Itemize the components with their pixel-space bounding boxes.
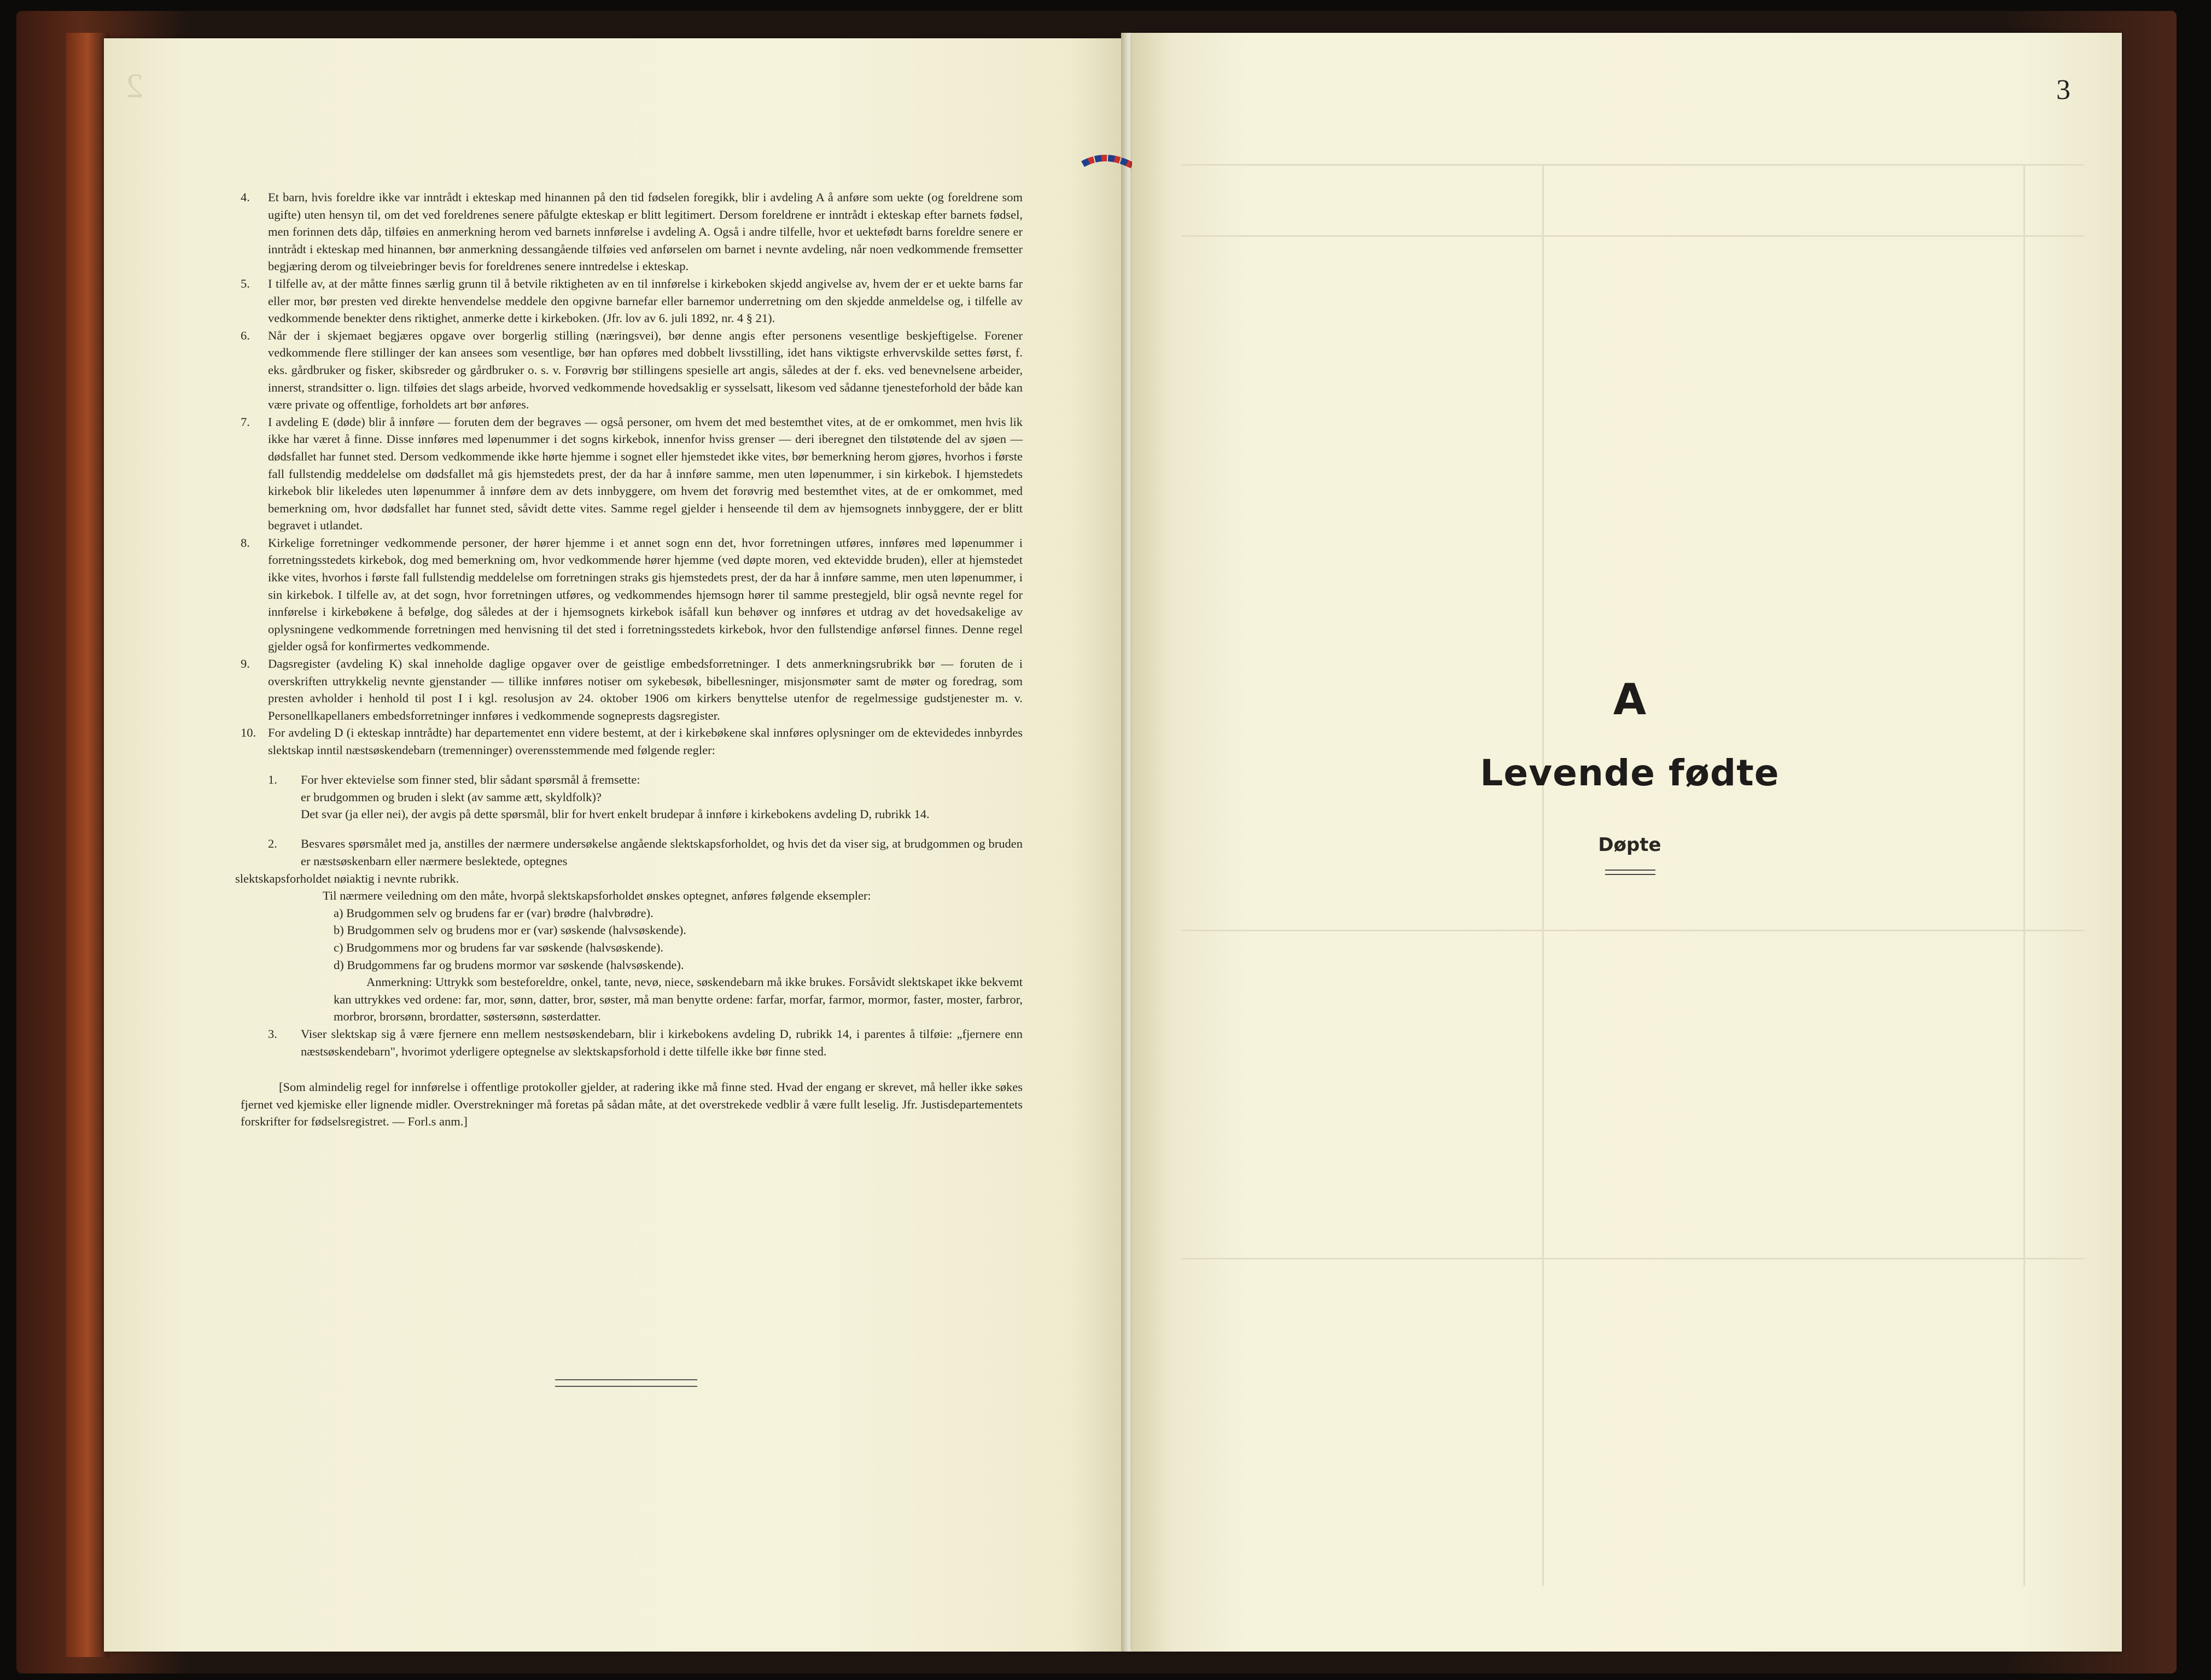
bleed-through-line: [1181, 930, 2084, 931]
bleed-through-line: [1181, 164, 2084, 166]
example-item: b) Brudgommen selv og brudens mor er (var) søskende (halvsøskende).: [334, 923, 686, 937]
rule-10: 10. For avdeling D (i ekteskap inntrådte) har departementet enn videre bestemt, at der i kirkebøkene skal innføres oplysninger om de ektevidedes innbyrdes slektskap inntil næstsøskendebarn (tremenninger) overensstemmende med følgende regler:: [241, 726, 1023, 757]
rule-10-sub-2: 2. Besvares spørsmålet med ja, anstilles der nærmere undersøkelse angående slektskapsforholdet, og hvis det da viser sig, at brudgommen og bruden er næstsøskenbarn eller nærmere beslektede, optegnes: [268, 837, 1023, 868]
remark: Anmerkning: Uttrykk som besteforeldre, onkel, tante, nevø, niece, søskendebarn må ikke brukes. Forsåvidt slektskapet ikke bekvemt kan uttrykkes ved ordene: far, mor, sønn, datter, bror, søster, må man benytte ordene: farfar, morfar, farmor, mormor, faster, moster, farbror, morbror, brorsønn, brordatter, søstersønn, søsterdatter.: [334, 975, 1023, 1024]
bleed-through-line: [1181, 1258, 2084, 1259]
bleed-through-line: [1181, 235, 2084, 237]
example-item: a) Brudgommen selv og brudens far er (var) brødre (halvbrødre).: [334, 906, 654, 920]
ghost-page-number: 2: [126, 66, 143, 105]
examples-list: [235, 905, 1023, 973]
end-rule: [555, 1379, 697, 1387]
rule-9: 9. Dagsregister (avdeling K) skal inneholde daglige opgaver over de geistlige embedsforretninger. I dets anmerkningsrubrikk bør — foruten de i overskriften uttrykkelig nevnte gjenstander — tillike innføres notiser om sykebesøk, bibellesninger, misjonsmøter samt de møter og foredrag, som presten avholder i henhold til post I i kgl. resolusjon av 24. oktober 1906 om kirkers benyttelse utenfor de regelmessige gudstjenester m. v. Personellkapellaners embedsforretninger innføres i vedkommende sogneprests dagsregister.: [241, 657, 1023, 722]
closing-note: [Som almindelig regel for innførelse i offentlige protokoller gjelder, at radering ikke må finne sted. Hvad der engang er skrevet, må heller ikke søkes fjernet ved kjemiske eller lignende midler. Overstrekninger må foretas på sådan måte, at det overstrekede vedblir å være fullt leselig. Jfr. Justisdepartementets forskrifter for fødselsregistret. — Forl.s anm.]: [241, 1080, 1023, 1129]
bleed-through-line: [1542, 164, 1544, 1586]
rule-10-sub-1: 1. For hver ektevielse som finner sted, blir sådant spørsmål å fremsette: er brudgommen og bruden i slekt (av samme ætt, skyldfolk)? Det svar (ja eller nei), der avgis på dette spørsmål, blir for hvert enkelt brudepar å innføre i kirkebokens avdeling D, rubrikk 14.: [268, 773, 930, 821]
rule-5: 5. I tilfelle av, at der måtte finnes særlig grunn til å betvile riktigheten av en til innførelse i kirkeboken skjedd angivelse av, hvem der er et uekte barns far eller mor, bør presten ved direkte henvendelse meddele den opgivne barnefar eller barnemor underretning om den skjedde anmeldelse og, i tilfelle av vedkommende benekter dens riktighet, anmerke dette i kirkeboken. (Jfr. lov av 6. juli 1892, nr. 4 § 21).: [241, 276, 1023, 325]
rule-10-sub-2-more: Til nærmere veiledning om den måte, hvorpå slektskapsforholdet ønskes optegnet, anføres følgende eksempler:: [323, 889, 871, 903]
rule-8: 8. Kirkelige forretninger vedkommende personer, der hører hjemme i et annet sogn enn det, hvor forretningen utføres, innføres med løpenummer i forretningsstedets kirkebok, dog med bemerkning om, hvor vedkommende hører hjemme (ved døpte moren, ved ektevidde bruden), eller at hjemstedet ikke vites, hvorhos i første fall fullstendig meddelelse om forretningen straks gis hjemstedets prest, der da har å innføre samme, men uten løpenummer, i sin kirkebok. I tilfelle av, at det sogn, hvor forretningen utføres, og vedkommendes hjemsogn hører til samme prestegjeld, blir også nevnte regel for innførelse i kirkebøkene å befølge, dog således at der i hjemsognets kirkebok isåfall kun behøver og innføres et utdrag av det hovedsakelige av oplysningene vedkommende forretningen med henvisning til det sted i forretningsstedets kirkebok, hvor den fullstendige anførsel finnes. Denne regel gjelder også for konfirmertes vedkommende.: [241, 535, 1023, 654]
section-title: Levende fødte: [1480, 752, 1780, 794]
bleed-through-line: [2023, 164, 2025, 1586]
section-subtitle: Døpte: [1598, 834, 1661, 856]
rule-10-sub-3: 3. Viser slektskap sig å være fjernere enn mellem nestsøskendebarn, blir i kirkebokens avdeling D, rubrikk 14, i parentes å tilføie: „fjernere enn næstsøskendebarn", hvorimot yderligere optegnelse av slektskapsforhold i dette tilfelle ikke bør finne sted.: [268, 1026, 1023, 1058]
rule-7: 7. I avdeling E (døde) blir å innføre — foruten dem der begraves — også personer, om hvem det med bestemthet vites, at de er omkommet, men hvis lik ikke har været å finne. Disse innføres med løpenummer i det sogns kirkebok, innenfor hviss grenser — deri iberegnet den tilstøtende del av sjøen — dødsfallet har funnet sted. Dersom vedkommende ikke hørte hjemme i sognet eller hjemstedet ikke vites, bør bemerkning herom gjøres, hvorhos i første fall fullstendig meddelelse om dødsfallet må gis hjemstedets prest, der da har å innføre samme, men uten løpenummer, i sin kirkebok. I hjemstedets kirkebok blir likeledes uten løpenummer å innføre dem av dets innbyggere, om hvem det forøvrig med bestemthet vites, at de er omkommet, med bemerkning om, hvor dødsfallet har funnet sted, såvidt dette vites. Samme regel gjelder i henseende til dem av hjemsognets innbyggere, der er blitt begravet i utlandet.: [241, 415, 1023, 533]
rule-6: 6. Når der i skjemaet begjæres opgave over borgerlig stilling (næringsvei), bør denne angis efter personens vesentlige beskjeftigelse. Forener vedkommende flere stillinger der kan ansees som vesentlige, bør han opføres med dobbelt livsstilling, idet hans viktigste erhvervskilde settes først, f. eks. gårdbruker og fisker, skibsreder og gårdbruker o. s. v. Forøvrig bør stillingens spesielle art angis, således at der f. eks. ved benevnelsene arbeider, innerst, strandsitter o. lign. tilføies det slags arbeide, hvorved vedkommende hovedsaklig er sysselsatt, likesom ved sådanne tjenesteforhold der både kan være private og offentlige, forholdets art bør anføres.: [241, 328, 1023, 412]
example-item: c) Brudgommens mor og brudens far var søskende (halvsøskende).: [334, 940, 663, 954]
rule-10-sub-2-cont: slektskapsforholdet nøiaktig i nevnte rubrikk.: [235, 871, 459, 885]
example-item: d) Brudgommens far og brudens mormor var søskende (halvsøskende).: [334, 958, 684, 972]
title-rule: [1605, 870, 1655, 875]
section-letter: A: [1613, 675, 1647, 725]
binding-edge: [66, 33, 109, 1657]
page-number: 3: [2056, 74, 2070, 106]
rule-4: 4. Et barn, hvis foreldre ikke var inntrådt i ekteskap med hinannen på den tid fødselen foregikk, blir i avdeling A å anføre som uekte (og foreldrene som ugifte) uten hensyn til, om det ved foreldrenes senere påfulgte ekteskap er blitt legitimert. Dersom foreldrene er inntrådt i ekteskap efter barnets fødsel, men forinnen dets dåp, tilføies en anmerkning herom ved barnets innførelse i avdeling A. Også i andre tilfelle, hvor et uektefødt barns foreldre senere er inntrådt i ekteskap med hinannen, bør anmerkning dessangående tilføies ved anførselen om barnet i nevnte avdeling, når noen vedkommende fremsetter begjæring derom og tilveiebringer bevis for foreldrenes senere inntredelse i ekteskap.: [241, 190, 1023, 273]
rules-text: [235, 189, 1023, 1142]
